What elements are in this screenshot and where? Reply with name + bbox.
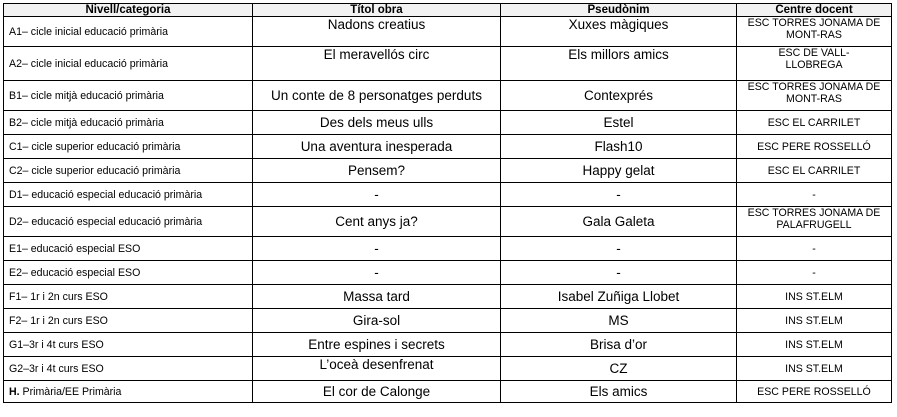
cell-pseudonim: Els amics bbox=[501, 381, 737, 403]
cell-nivell: G2–3r i 4t curs ESO bbox=[4, 357, 253, 381]
cell-centre: INS ST.ELM bbox=[737, 333, 892, 357]
table-row bbox=[4, 381, 892, 403]
centre-text: ESC DE VALL-LLOBREGA bbox=[778, 47, 850, 71]
table-row bbox=[4, 333, 892, 357]
cell-nivell: G1–3r i 4t curs ESO bbox=[4, 333, 253, 357]
centre-text: ESC TORRES JONAMA DE MONT-RAS bbox=[747, 17, 881, 41]
cell-centre: ESC PERE ROSSELLÓ bbox=[737, 135, 892, 159]
cell-titol: Gira-sol bbox=[253, 309, 501, 333]
cell-centre: - bbox=[737, 237, 892, 261]
cell-pseudonim: Isabel Zuñiga Llobet bbox=[501, 285, 737, 309]
cell-centre bbox=[737, 17, 892, 47]
cell-pseudonim: MS bbox=[501, 309, 737, 333]
table-row bbox=[4, 47, 892, 81]
cell-nivell: D1– educació especial educació primària bbox=[4, 183, 253, 207]
table-row bbox=[4, 285, 892, 309]
cell-titol: Pensem? bbox=[253, 159, 501, 183]
cell-pseudonim: Happy gelat bbox=[501, 159, 737, 183]
table-row bbox=[4, 17, 892, 47]
cell-titol: - bbox=[253, 237, 501, 261]
cell-pseudonim: Els millors amics bbox=[501, 47, 737, 81]
cell-titol: Un conte de 8 personatges perduts bbox=[253, 81, 501, 111]
cell-centre: - bbox=[737, 261, 892, 285]
table-row bbox=[4, 261, 892, 285]
table-row bbox=[4, 183, 892, 207]
cell-titol: Nadons creatius bbox=[253, 17, 501, 47]
table-row bbox=[4, 357, 892, 381]
nivell-code: H. bbox=[9, 385, 20, 398]
cell-titol: Una aventura inesperada bbox=[253, 135, 501, 159]
table-row bbox=[4, 81, 892, 111]
cell-centre bbox=[737, 207, 892, 237]
table-row bbox=[4, 159, 892, 183]
cell-titol: El meravellós circ bbox=[253, 47, 501, 81]
cell-centre: INS ST.ELM bbox=[737, 285, 892, 309]
cell-centre: INS ST.ELM bbox=[737, 309, 892, 333]
cell-nivell: F2– 1r i 2n curs ESO bbox=[4, 309, 253, 333]
table-row bbox=[4, 237, 892, 261]
header-nivell: Nivell/categoria bbox=[4, 4, 253, 17]
cell-titol: - bbox=[253, 183, 501, 207]
cell-pseudonim: - bbox=[501, 261, 737, 285]
cell-nivell: A1– cicle inicial educació primària bbox=[4, 17, 253, 47]
cell-pseudonim: - bbox=[501, 183, 737, 207]
cell-centre bbox=[737, 81, 892, 111]
awards-table bbox=[3, 3, 892, 403]
cell-titol: Entre espines i secrets bbox=[253, 333, 501, 357]
cell-nivell: E2– educació especial ESO bbox=[4, 261, 253, 285]
cell-titol: L’oceà desenfrenat bbox=[253, 357, 501, 381]
table-row bbox=[4, 135, 892, 159]
cell-pseudonim: Estel bbox=[501, 111, 737, 135]
header-pseudonim: Pseudònim bbox=[501, 4, 737, 17]
centre-text: ESC TORRES JONAMA DE PALAFRUGELL bbox=[747, 207, 881, 231]
table-row bbox=[4, 111, 892, 135]
cell-centre bbox=[737, 47, 892, 81]
cell-pseudonim: Gala Galeta bbox=[501, 207, 737, 237]
cell-pseudonim: CZ bbox=[501, 357, 737, 381]
cell-titol: - bbox=[253, 261, 501, 285]
cell-pseudonim: Xuxes màgiques bbox=[501, 17, 737, 47]
table-row bbox=[4, 207, 892, 237]
header-titol: Títol obra bbox=[253, 4, 501, 17]
cell-titol: Des dels meus ulls bbox=[253, 111, 501, 135]
cell-nivell: B2– cicle mitjà educació primària bbox=[4, 111, 253, 135]
table-row bbox=[4, 309, 892, 333]
cell-centre: ESC EL CARRILET bbox=[737, 111, 892, 135]
cell-nivell: C2– cicle superior educació primària bbox=[4, 159, 253, 183]
cell-titol: Massa tard bbox=[253, 285, 501, 309]
cell-pseudonim: Brisa d’or bbox=[501, 333, 737, 357]
cell-nivell: B1– cicle mitjà educació primària bbox=[4, 81, 253, 111]
cell-pseudonim: - bbox=[501, 237, 737, 261]
cell-centre: - bbox=[737, 183, 892, 207]
cell-nivell: E1– educació especial ESO bbox=[4, 237, 253, 261]
cell-pseudonim: Flash10 bbox=[501, 135, 737, 159]
cell-nivell bbox=[4, 381, 253, 403]
cell-titol: Cent anys ja? bbox=[253, 207, 501, 237]
cell-centre: INS ST.ELM bbox=[737, 357, 892, 381]
cell-centre: ESC PERE ROSSELLÓ bbox=[737, 381, 892, 403]
header-row bbox=[4, 4, 892, 17]
cell-nivell: F1– 1r i 2n curs ESO bbox=[4, 285, 253, 309]
cell-nivell: D2– educació especial educació primària bbox=[4, 207, 253, 237]
centre-text: ESC TORRES JONAMA DE MONT-RAS bbox=[747, 81, 881, 105]
cell-centre: ESC EL CARRILET bbox=[737, 159, 892, 183]
cell-nivell: A2– cicle inicial educació primària bbox=[4, 47, 253, 81]
cell-nivell: C1– cicle superior educació primària bbox=[4, 135, 253, 159]
nivell-label: Primària/EE Primària bbox=[19, 385, 122, 398]
cell-titol: El cor de Calonge bbox=[253, 381, 501, 403]
header-centre: Centre docent bbox=[737, 4, 892, 17]
cell-pseudonim: Contexprés bbox=[501, 81, 737, 111]
